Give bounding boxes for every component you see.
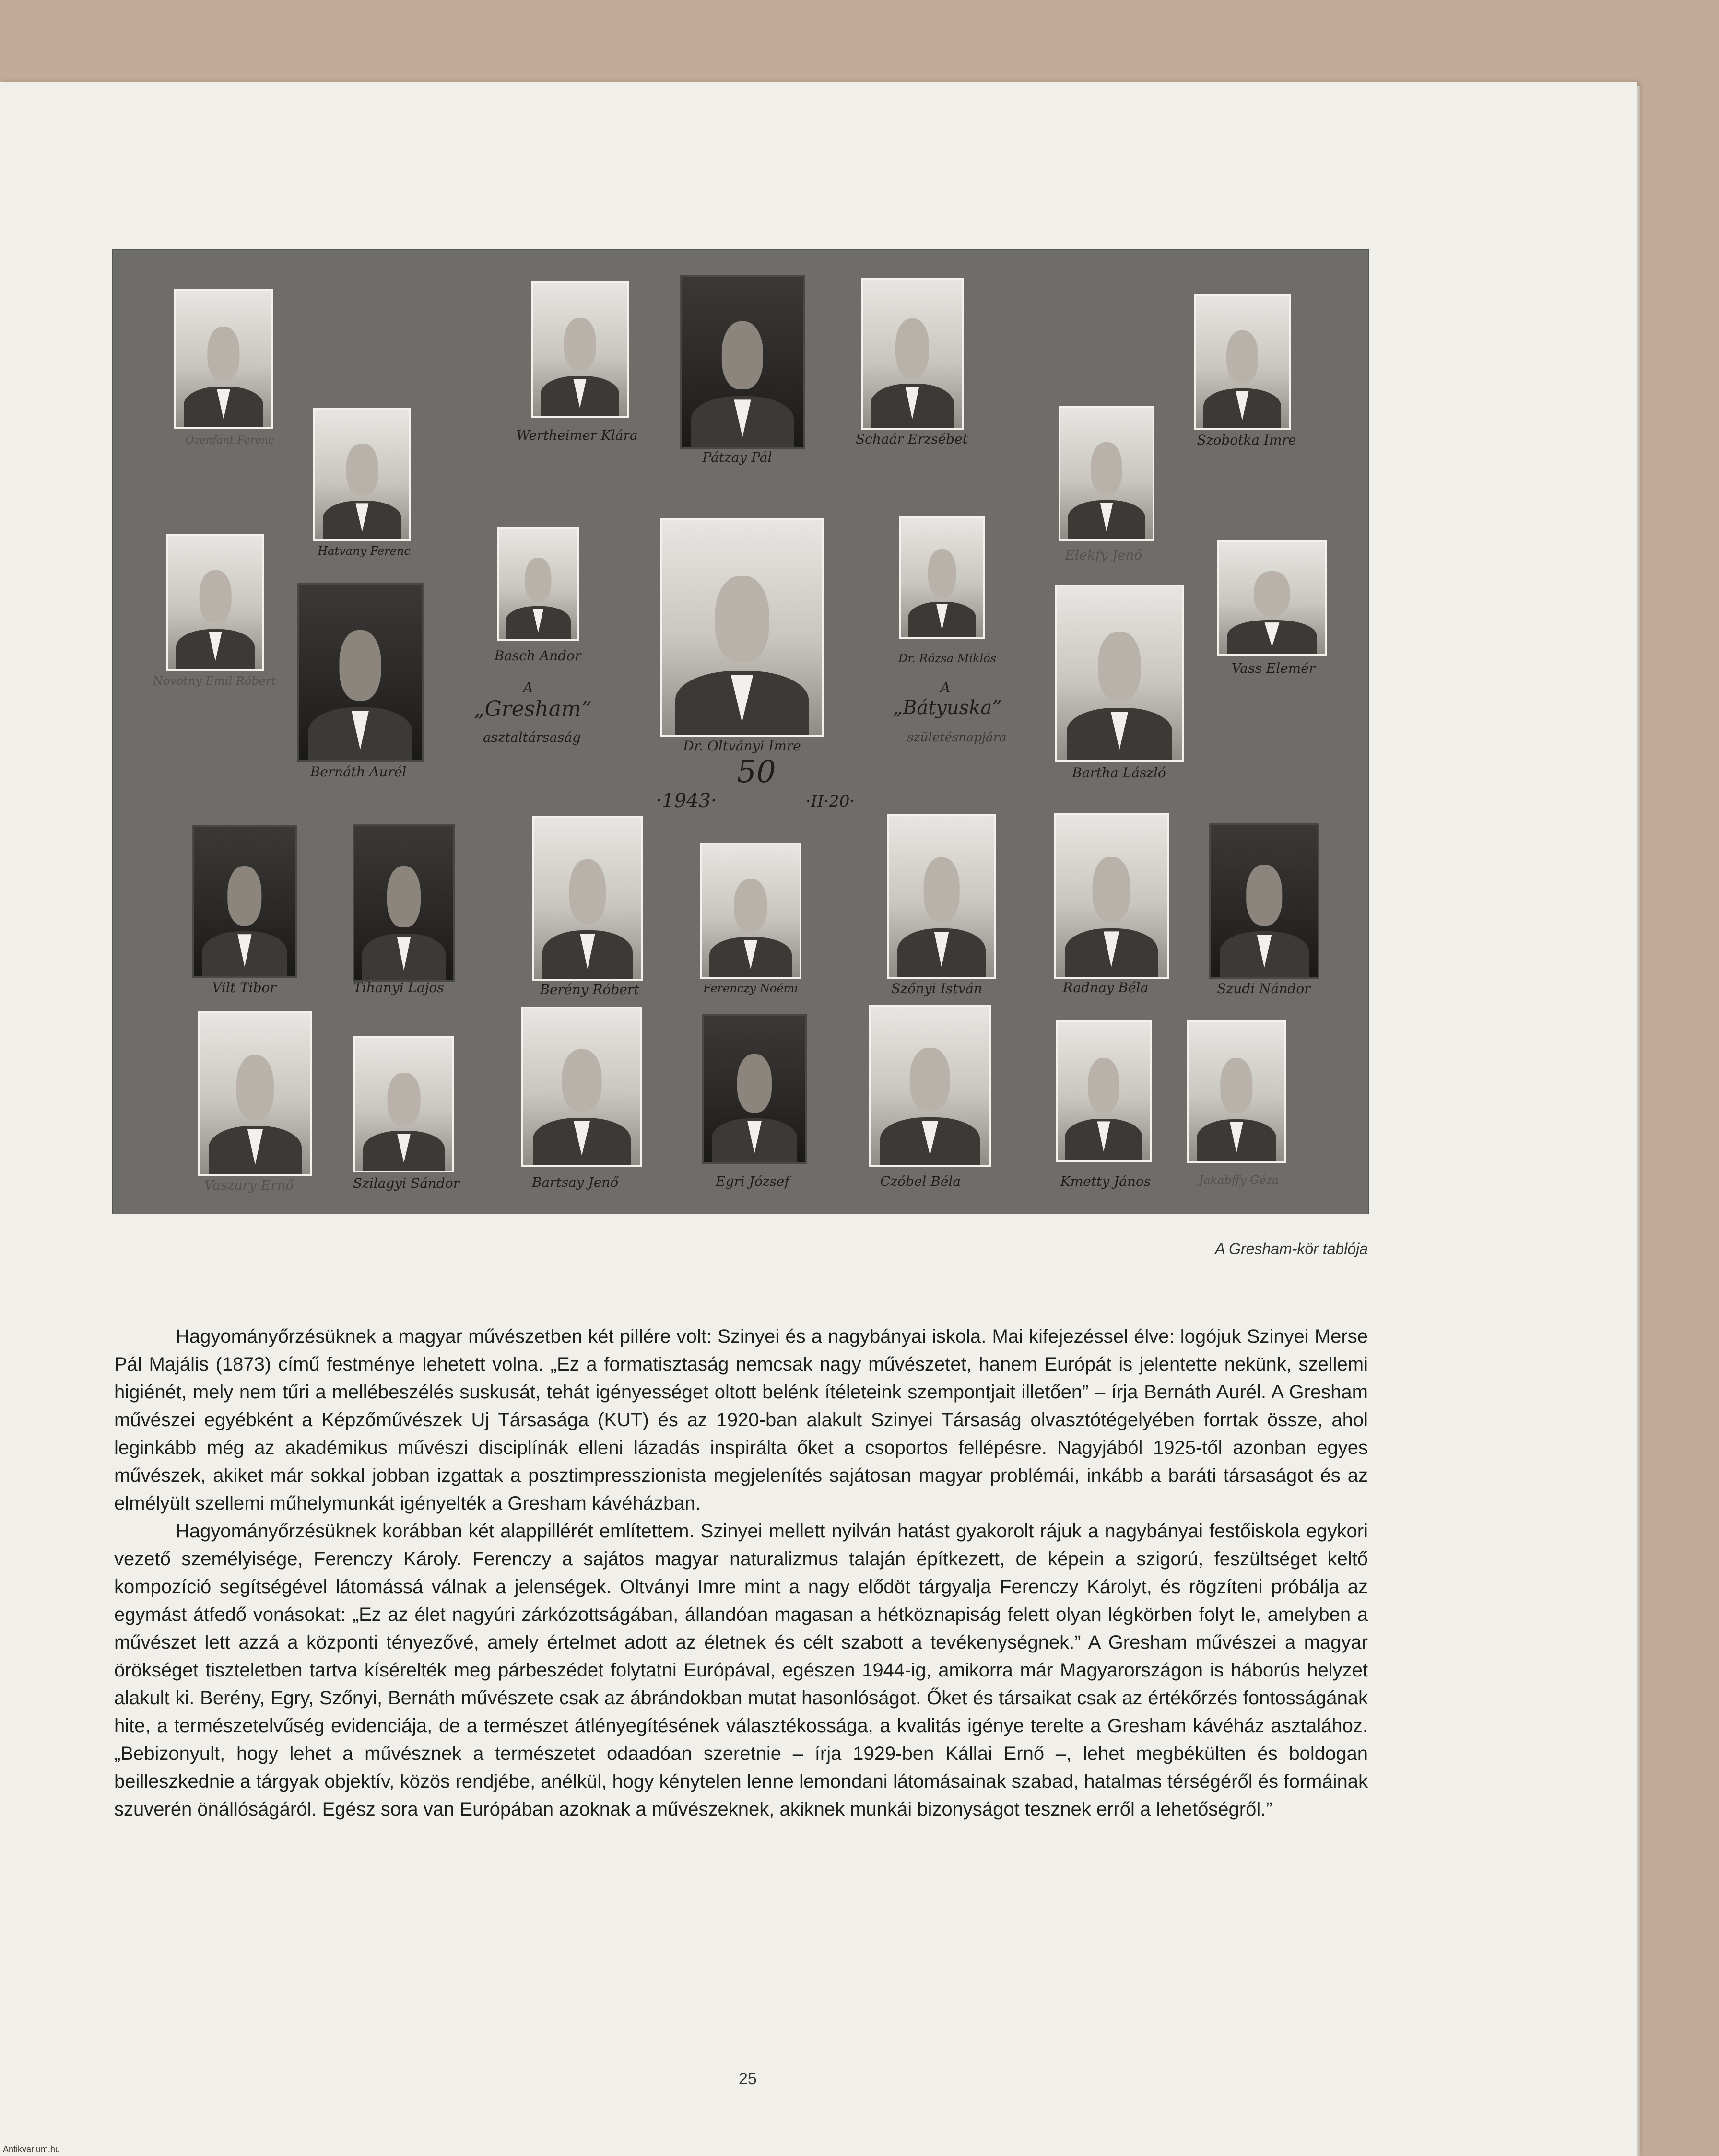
portrait (1187, 1020, 1286, 1163)
portrait-label: Dr. Oltványi Imre (683, 738, 801, 754)
paragraph: Hagyományőrzésüknek korábban két alappillérét említettem. Szinyei mellett nyilván hatást gyakorolt rájuk a nagybányai festőiskola egykori vezető személyisége, Ferenczy Károly. Ferenczy a sajátos magyar naturalizmus talaján építkezett, de képein a szigorú, feszültséget keltő kompozíció segítségével látomássá válnak a jelenségek. Oltványi Imre mint a nagy elődöt tárgyalja Ferenczy Károlyt, és rögzíteni próbálja az egymást átfedő vonásokat: „Ez az élet nagyúri zárkózottságában, állandóan magasan a hétköznapiság felett olyan légkörben folyt le, amelyben a művészet lett azzá a központi tényezővé, amely értelmet adott az életnek és célt szabott a tevékenységnek.” A Gresham művészei a magyar örökséget tiszteletben tartva kísérelték meg párbeszédet folytatni Európával, egészen 1944-ig, amikorra már Magyarországon is háborús helyzet alakult ki. Berény, Egry, Szőnyi, Bernáth művészete csak az ábrándokban mutat hasonlóságot. Őket és társaikat csak az értékőrzés fontosságának hite, a természetelvűség evidenciája, de a természet átlényegítésének választékossága, a kvalitás igénye terelte a Gresham kávéház asztalához. „Bebizonyult, hogy lehet a művésznek a természetet odaadóan szeretnie – írja 1929-ben Kállai Ernő –, lehet megbékülten és boldogan beilleszkednie a tárgyak objektív, közös rendjébe, anélkül, hogy kénytelen lenne lemondani látomásainak szabad, hatalmas térségéről és formáinak szuverén önállóságáról. Egész sora van Európában azoknak a művészeknek, akiknek munkái bizonyságot tesznek erről a lehetőségről.” (114, 1521, 1368, 1820)
portrait-label: Schaár Erzsébet (856, 431, 968, 447)
portrait-label: Berény Róbert (540, 982, 639, 997)
portrait-label: Tihanyi Lajos (353, 980, 444, 996)
portrait-label: Basch Andor (494, 648, 581, 664)
portrait (1059, 406, 1154, 541)
paragraph: Hagyományőrzésüknek a magyar művészetben két pillére volt: Szinyei és a nagybányai iskola. Mai kifejezéssel élve: logójuk Szinyei Merse Pál Majális (1873) című festménye lehetett volna. „Ez a formatisztaság nemcsak nagy művészetet, hanem Európát is jelentette nekünk, szellemi higiénét, mely nem tűri a mellébeszélés suskusát, tehát igényességet oltott belénk ítéleteink szempontjait illetően” – írja Bernáth Aurél. A Gresham művészei egyébként a Képzőművészek Uj Társasága (KUT) és az 1920-ban alakult Szinyei Társaság olvasztótégelyében forrtak össze, ahol leginkább még az akadémikus művészi disciplínák elleni lázadás inspirálta őket a csoportos fellépésre. Nagyjából 1925-től azonban egyes művészek, akiket már sokkal jobban izgattak a posztimpresszionista megjelenítés sajátosan magyar problémái, inkább a baráti társaságot és az elmélyült szellemi műhelymunkát igényelték a Gresham kávéházban. (114, 1326, 1368, 1514)
portrait-label: Vilt Tibor (212, 980, 276, 996)
page-number: 25 (739, 2070, 757, 2088)
portrait-label: Bernáth Aurél (310, 764, 407, 780)
portrait-label: Szilagyi Sándor (353, 1175, 460, 1191)
portrait (353, 1036, 454, 1172)
body-text (114, 1323, 1368, 1823)
portrait (353, 824, 455, 982)
portrait (198, 1011, 312, 1176)
date-day: ·II·20· (805, 792, 855, 811)
portrait-label: Radnay Béla (1062, 980, 1149, 996)
portrait-label: Bartsay Jenő (531, 1174, 619, 1190)
portrait-label: Dr. Rózsa Miklós (898, 652, 996, 665)
batyuska-title: „Bátyuska” (893, 697, 1002, 719)
batyuska-title-a: A (940, 680, 951, 696)
portrait-label: Vass Elemér (1231, 660, 1316, 676)
portrait (1209, 823, 1319, 979)
portrait-label: Novotny Emil Róbert (153, 674, 276, 688)
portrait (660, 518, 824, 737)
portrait (192, 825, 297, 978)
portrait (1217, 540, 1327, 656)
portrait (702, 1014, 807, 1164)
portrait-label: Ferenczy Noémi (703, 982, 799, 995)
portrait-label: Wertheimer Klára (516, 427, 638, 443)
portrait-label: Elekfy Jenő (1065, 547, 1142, 563)
portrait (700, 843, 801, 979)
portrait (531, 281, 629, 418)
watermark: Antikvarium.hu (3, 2144, 60, 2154)
portrait-label: Egri József (716, 1173, 789, 1189)
portrait (166, 534, 264, 671)
portrait-label: Pátzay Pál (702, 449, 772, 465)
portrait (861, 278, 964, 430)
portrait-label: Szőnyi István (891, 981, 982, 996)
portrait (521, 1007, 642, 1167)
portrait-label: Bartha László (1072, 765, 1166, 781)
portrait (532, 816, 643, 981)
gresham-title: „Gresham” (473, 697, 592, 721)
portrait (869, 1005, 991, 1167)
portrait (1194, 294, 1291, 430)
portrait (899, 516, 985, 639)
portrait-label: Kmetty János (1060, 1173, 1151, 1189)
portrait (887, 814, 996, 979)
portrait-label: Szudi Nándor (1217, 981, 1311, 996)
anniversary-number: 50 (737, 754, 776, 790)
portrait-label: Hatvany Ferenc (318, 544, 411, 558)
portrait (680, 275, 805, 449)
portrait (497, 527, 579, 641)
figure-caption: A Gresham-kör tablója (1215, 1240, 1368, 1257)
page-edge (1637, 86, 1640, 2156)
portrait-label: Ozenfant Ferenc (185, 434, 274, 446)
portrait (1056, 1020, 1152, 1162)
gresham-subtitle: asztaltársaság (483, 729, 581, 745)
gresham-title-a: A (523, 680, 533, 696)
portrait-label: Czóbel Béla (880, 1173, 961, 1189)
portrait (297, 583, 424, 762)
batyuska-subtitle: születésnapjára (907, 730, 1007, 745)
portrait-label: Vaszary Ernő (204, 1177, 294, 1193)
portrait (313, 408, 411, 541)
gresham-photo-board (112, 249, 1369, 1214)
portrait (174, 289, 273, 429)
portrait-label: Jakabffy Géza (1199, 1173, 1279, 1187)
portrait (1054, 813, 1169, 979)
portrait-label: Szobotka Imre (1197, 432, 1296, 448)
portrait (1055, 585, 1184, 762)
date-year: ·1943· (656, 790, 717, 812)
